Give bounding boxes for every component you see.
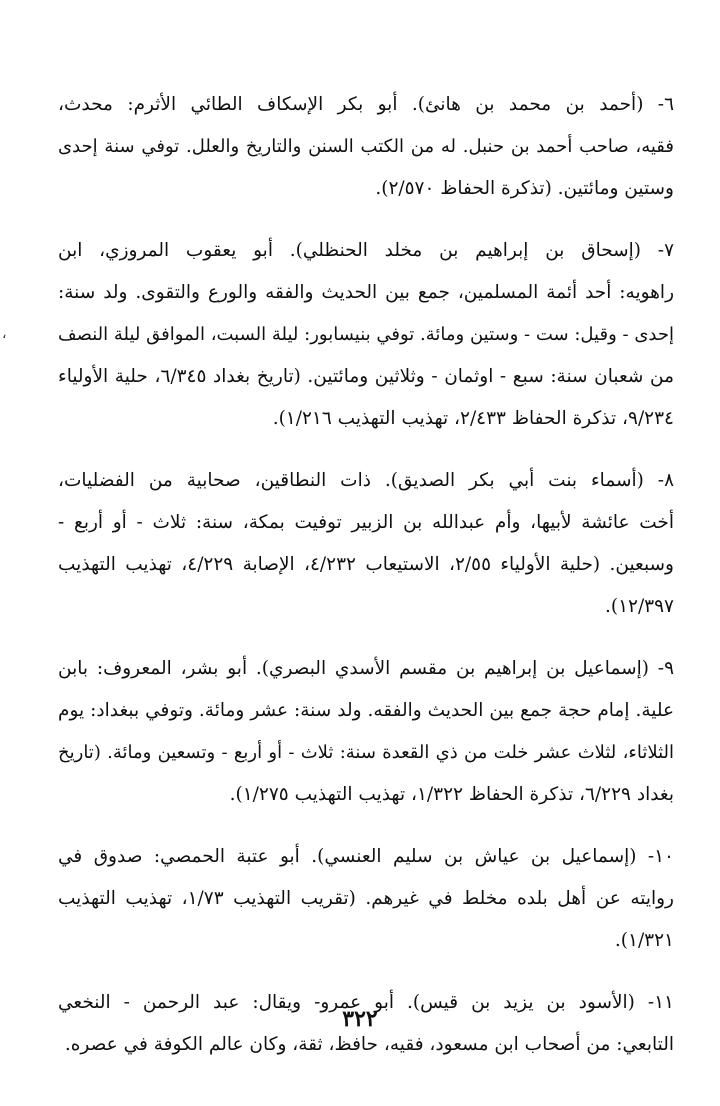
entry-line: ١٢/٣٩٧).	[604, 596, 674, 617]
entry-9	[58, 648, 674, 816]
biography-entries	[58, 84, 674, 1086]
entry-line: ٦- (أحمد بن محمد بن هانئ). أبو بكر الإسكاف الطائي الأثرم: محدث،	[58, 94, 674, 115]
entry-line: ٨- (أسماء بنت أبي بكر الصديق). ذات النطاقين، صحابية من الفضليات،	[58, 470, 674, 491]
entry-line: علية. إمام حجة جمع بين الحديث والفقه. ولد سنة: عشر ومائة. وتوفي ببغداد: يوم	[58, 700, 674, 721]
entry-line: أخت عائشة لأبيها، وأم عبدالله بن الزبير توفيت بمكة، سنة: ثلاث - أو أربع -	[58, 512, 674, 533]
entry-7	[58, 230, 674, 440]
page-number: ٣٢٢	[342, 1006, 378, 1032]
entry-line: بغداد ٦/٢٢٩، تذكرة الحفاظ ١/٣٢٢، تهذيب التهذيب ١/٢٧٥).	[229, 784, 674, 805]
entry-line: ١٠- (إسماعيل بن عياش بن سليم العنسي). أبو عتبة الحمصي: صدوق في	[58, 846, 674, 867]
entry-line: راهويه: أحد أئمة المسلمين، جمع بين الحديث والفقه والورع والتقوى. ولد سنة:	[58, 282, 674, 303]
entry-line: الثلاثاء، لثلاث عشر خلت من ذي القعدة سنة: ثلاث - أو أربع - وتسعين ومائة. (تاريخ	[58, 742, 674, 763]
entry-10	[58, 836, 674, 962]
entry-line: ١/٣٢١).	[614, 930, 674, 951]
entry-line: من شعبان سنة: سبع - اوثمان - وثلاثين ومائتين. (تاريخ بغداد ٦/٣٤٥، حلية الأولياء	[58, 366, 674, 387]
entry-8	[58, 460, 674, 628]
entry-line: ٧- (إسحاق بن إبراهيم بن مخلد الحنظلي). أبو يعقوب المروزي، ابن	[58, 240, 674, 261]
entry-line: التابعي: من أصحاب ابن مسعود، فقيه، حافظ، ثقة، وكان عالم الكوفة في عصره.	[64, 1034, 674, 1055]
entry-line: روايته عن أهل بلده مخلط في غيرهم. (تقريب التهذيب ١/٧٣، تهذيب التهذيب	[58, 888, 674, 909]
entry-line: فقيه، صاحب أحمد بن حنبل. له من الكتب السنن والتاريخ والعلل. توفي سنة إحدى	[58, 136, 674, 157]
entry-line: ٩- (إسماعيل بن إبراهيم بن مقسم الأسدي البصري). أبو بشر، المعروف: بابن	[58, 658, 674, 679]
entry-line: وستين ومائتين. (تذكرة الحفاظ ٢/٥٧٠).	[375, 178, 674, 199]
entry-6	[58, 84, 674, 210]
entry-line: وسبعين. (حلية الأولياء ٢/٥٥، الاستيعاب ٤/٢٣٢، الإصابة ٤/٢٢٩، تهذيب التهذيب	[58, 554, 674, 575]
entry-line: ٩/٢٣٤، تذكرة الحفاظ ٢/٤٣٣، تهذيب التهذيب ١/٢١٦).	[272, 408, 674, 429]
entry-line: ١١- (الأسود بن يزيد بن قيس). أبو عمرو- ويقال: عبد الرحمن - النخعي	[58, 992, 674, 1013]
margin-mark: ،	[2, 326, 7, 342]
entry-line: إحدى - وقيل: ست - وستين ومائة. توفي بنيسابور: ليلة السبت، الموافق ليلة النصف	[58, 324, 674, 345]
